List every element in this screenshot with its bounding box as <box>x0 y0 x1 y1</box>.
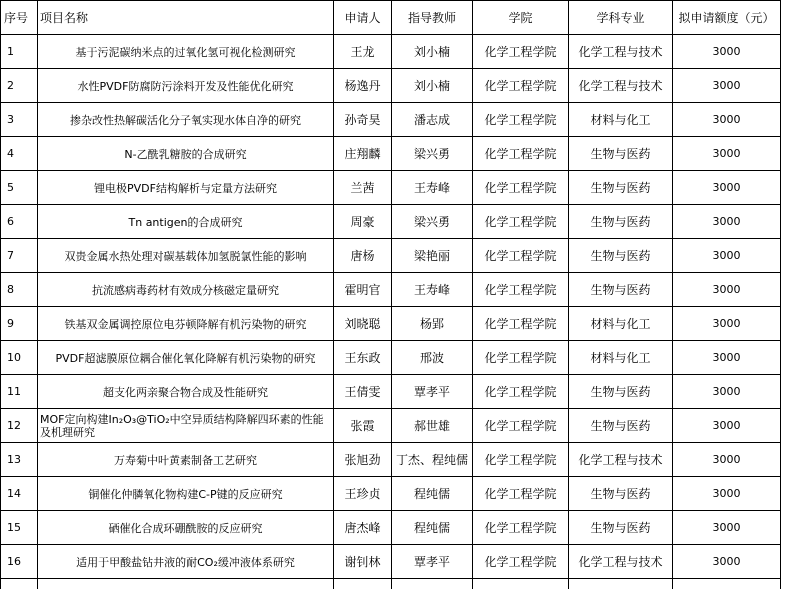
seq-cell: 10 <box>1 341 38 375</box>
seq-cell: 11 <box>1 375 38 409</box>
seq-cell: 7 <box>1 239 38 273</box>
amount-cell: 3000 <box>673 137 781 171</box>
project-name-cell: MOF定向构建In₂O₃@TiO₂中空异质结构降解四环素的性能及机理研究 <box>38 409 334 443</box>
header-row <box>1 1 781 35</box>
advisor-cell: 覃孝平 <box>392 545 473 579</box>
applicant-cell: 刘晓聪 <box>334 307 392 341</box>
amount-cell: 3000 <box>673 477 781 511</box>
project-name-cell: 水性PVDF防腐防污涂料开发及性能优化研究 <box>38 69 334 103</box>
amount-cell: 3000 <box>673 375 781 409</box>
major-cell: 材料与化工 <box>569 103 673 137</box>
header-college: 学院 <box>473 1 569 35</box>
advisor-cell: 覃孝平 <box>392 375 473 409</box>
header-amount: 拟申请额度（元） <box>673 1 781 35</box>
seq-cell: 1 <box>1 35 38 69</box>
table-row <box>1 375 781 409</box>
advisor-cell: 杨郢 <box>392 307 473 341</box>
seq-cell: 14 <box>1 477 38 511</box>
header-seq: 序号 <box>1 1 38 35</box>
college-cell: 化学工程学院 <box>473 171 569 205</box>
major-cell: 生物与医药 <box>569 375 673 409</box>
major-cell: 化学工程与技术 <box>569 545 673 579</box>
college-cell: 化学工程学院 <box>473 205 569 239</box>
college-cell: 化学工程学院 <box>473 443 569 477</box>
advisor-cell: 潘志成 <box>392 103 473 137</box>
table-row <box>1 205 781 239</box>
project-name-cell: Tn antigen的合成研究 <box>38 205 334 239</box>
major-cell: 生物与医药 <box>569 511 673 545</box>
applicant-cell: 杨逸丹 <box>334 69 392 103</box>
header-applicant: 申请人 <box>334 1 392 35</box>
advisor-cell: 丁杰、程纯儒 <box>392 443 473 477</box>
college-cell: 化学工程学院 <box>473 375 569 409</box>
amount-cell: 3000 <box>673 443 781 477</box>
advisor-cell: 刘小楠 <box>392 69 473 103</box>
table-row <box>1 341 781 375</box>
advisor-cell: 王寿峰 <box>392 273 473 307</box>
college-cell: 化学工程学院 <box>473 477 569 511</box>
table-row <box>1 409 781 443</box>
amount-cell: 3000 <box>673 545 781 579</box>
table-row <box>1 545 781 579</box>
advisor-cell: 程纯儒 <box>392 511 473 545</box>
seq-cell: 2 <box>1 69 38 103</box>
seq-cell: 8 <box>1 273 38 307</box>
project-name-cell: 超支化两亲聚合物合成及性能研究 <box>38 375 334 409</box>
college-cell: 化学工程学院 <box>473 239 569 273</box>
table-row <box>1 443 781 477</box>
applicant-cell: 谢钊林 <box>334 545 392 579</box>
project-name-cell: 锂电极PVDF结构解析与定量方法研究 <box>38 171 334 205</box>
major-cell: 生物与医药 <box>569 137 673 171</box>
table-row <box>1 477 781 511</box>
seq-cell: 6 <box>1 205 38 239</box>
college-cell: 化学工程学院 <box>473 545 569 579</box>
major-cell: 生物与医药 <box>569 171 673 205</box>
college-cell: 化学工程学院 <box>473 341 569 375</box>
applicant-cell: 张霞 <box>334 409 392 443</box>
amount-cell: 3000 <box>673 103 781 137</box>
amount-cell: 3000 <box>673 35 781 69</box>
advisor-cell: 郝世雄 <box>392 409 473 443</box>
college-cell: 化学工程学院 <box>473 35 569 69</box>
seq-cell: 16 <box>1 545 38 579</box>
header-advisor: 指导教师 <box>392 1 473 35</box>
college-cell: 化学工程学院 <box>473 307 569 341</box>
project-name-cell: 掺杂改性热解碳活化分子氧实现水体自净的研究 <box>38 103 334 137</box>
seq-cell: 13 <box>1 443 38 477</box>
project-name-cell: 铁基双金属调控原位电芬顿降解有机污染物的研究 <box>38 307 334 341</box>
major-cell: 化学工程与技术 <box>569 69 673 103</box>
college-cell: 化学工程学院 <box>473 69 569 103</box>
advisor-cell: 王寿峰 <box>392 171 473 205</box>
project-name-cell: 基于污泥碳纳米点的过氧化氢可视化检测研究 <box>38 35 334 69</box>
applicant-cell: 孙奇昊 <box>334 103 392 137</box>
amount-cell: 3000 <box>673 511 781 545</box>
advisor-cell: 刘小楠 <box>392 35 473 69</box>
project-name-cell: N-乙酰乳糖胺的合成研究 <box>38 137 334 171</box>
advisor-cell: 邢波 <box>392 341 473 375</box>
applicant-cell: 霍明官 <box>334 273 392 307</box>
seq-cell: 3 <box>1 103 38 137</box>
header-major: 学科专业 <box>569 1 673 35</box>
major-cell: 材料与化工 <box>569 341 673 375</box>
seq-cell: 4 <box>1 137 38 171</box>
amount-cell: 3000 <box>673 239 781 273</box>
project-name-cell: 铜催化仲膦氧化物构建C-P键的反应研究 <box>38 477 334 511</box>
table-row <box>1 307 781 341</box>
table-row <box>1 69 781 103</box>
amount-cell: 3000 <box>673 273 781 307</box>
amount-cell: 3000 <box>673 307 781 341</box>
header-project-name: 项目名称 <box>38 1 334 35</box>
table-row <box>1 511 781 545</box>
major-cell: 化学工程与技术 <box>569 443 673 477</box>
major-cell: 生物与医药 <box>569 409 673 443</box>
major-cell: 生物与医药 <box>569 477 673 511</box>
applicant-cell: 王珍贞 <box>334 477 392 511</box>
project-name-cell: 硒催化合成环硼酰胺的反应研究 <box>38 511 334 545</box>
college-cell: 化学工程学院 <box>473 273 569 307</box>
seq-cell: 5 <box>1 171 38 205</box>
amount-cell: 3000 <box>673 341 781 375</box>
college-cell: 化学工程学院 <box>473 511 569 545</box>
project-name-cell: PVDF超滤膜原位耦合催化氧化降解有机污染物的研究 <box>38 341 334 375</box>
applicant-cell: 王龙 <box>334 35 392 69</box>
amount-cell: 3000 <box>673 409 781 443</box>
applicant-cell: 兰茜 <box>334 171 392 205</box>
major-cell: 生物与医药 <box>569 205 673 239</box>
table-row <box>1 103 781 137</box>
applicant-cell: 庄翔麟 <box>334 137 392 171</box>
project-name-cell: 万寿菊中叶黄素制备工艺研究 <box>38 443 334 477</box>
amount-cell: 3000 <box>673 171 781 205</box>
applicant-cell: 王东政 <box>334 341 392 375</box>
advisor-cell: 梁兴勇 <box>392 205 473 239</box>
table-row <box>1 239 781 273</box>
major-cell: 材料与化工 <box>569 307 673 341</box>
seq-cell: 9 <box>1 307 38 341</box>
major-cell: 化学工程与技术 <box>569 35 673 69</box>
applicant-cell: 周豪 <box>334 205 392 239</box>
table-row <box>1 273 781 307</box>
applicant-cell: 唐杨 <box>334 239 392 273</box>
amount-cell: 3000 <box>673 69 781 103</box>
seq-cell: 15 <box>1 511 38 545</box>
major-cell: 生物与医药 <box>569 273 673 307</box>
seq-cell: 12 <box>1 409 38 443</box>
college-cell: 化学工程学院 <box>473 103 569 137</box>
applicant-cell: 张旭劲 <box>334 443 392 477</box>
applicant-cell: 唐杰峰 <box>334 511 392 545</box>
college-cell: 化学工程学院 <box>473 409 569 443</box>
amount-cell: 3000 <box>673 205 781 239</box>
advisor-cell: 程纯儒 <box>392 477 473 511</box>
advisor-cell: 梁艳丽 <box>392 239 473 273</box>
advisor-cell: 梁兴勇 <box>392 137 473 171</box>
major-cell: 生物与医药 <box>569 239 673 273</box>
table-row <box>1 137 781 171</box>
project-name-cell: 适用于甲酸盐钻井液的耐CO₂缓冲液体系研究 <box>38 545 334 579</box>
college-cell: 化学工程学院 <box>473 137 569 171</box>
applicant-cell: 王倩雯 <box>334 375 392 409</box>
table-row <box>1 171 781 205</box>
project-name-cell: 抗流感病毒药材有效成分核磁定量研究 <box>38 273 334 307</box>
table-row <box>1 35 781 69</box>
project-name-cell: 双贵金属水热处理对碳基载体加氢脱氯性能的影响 <box>38 239 334 273</box>
